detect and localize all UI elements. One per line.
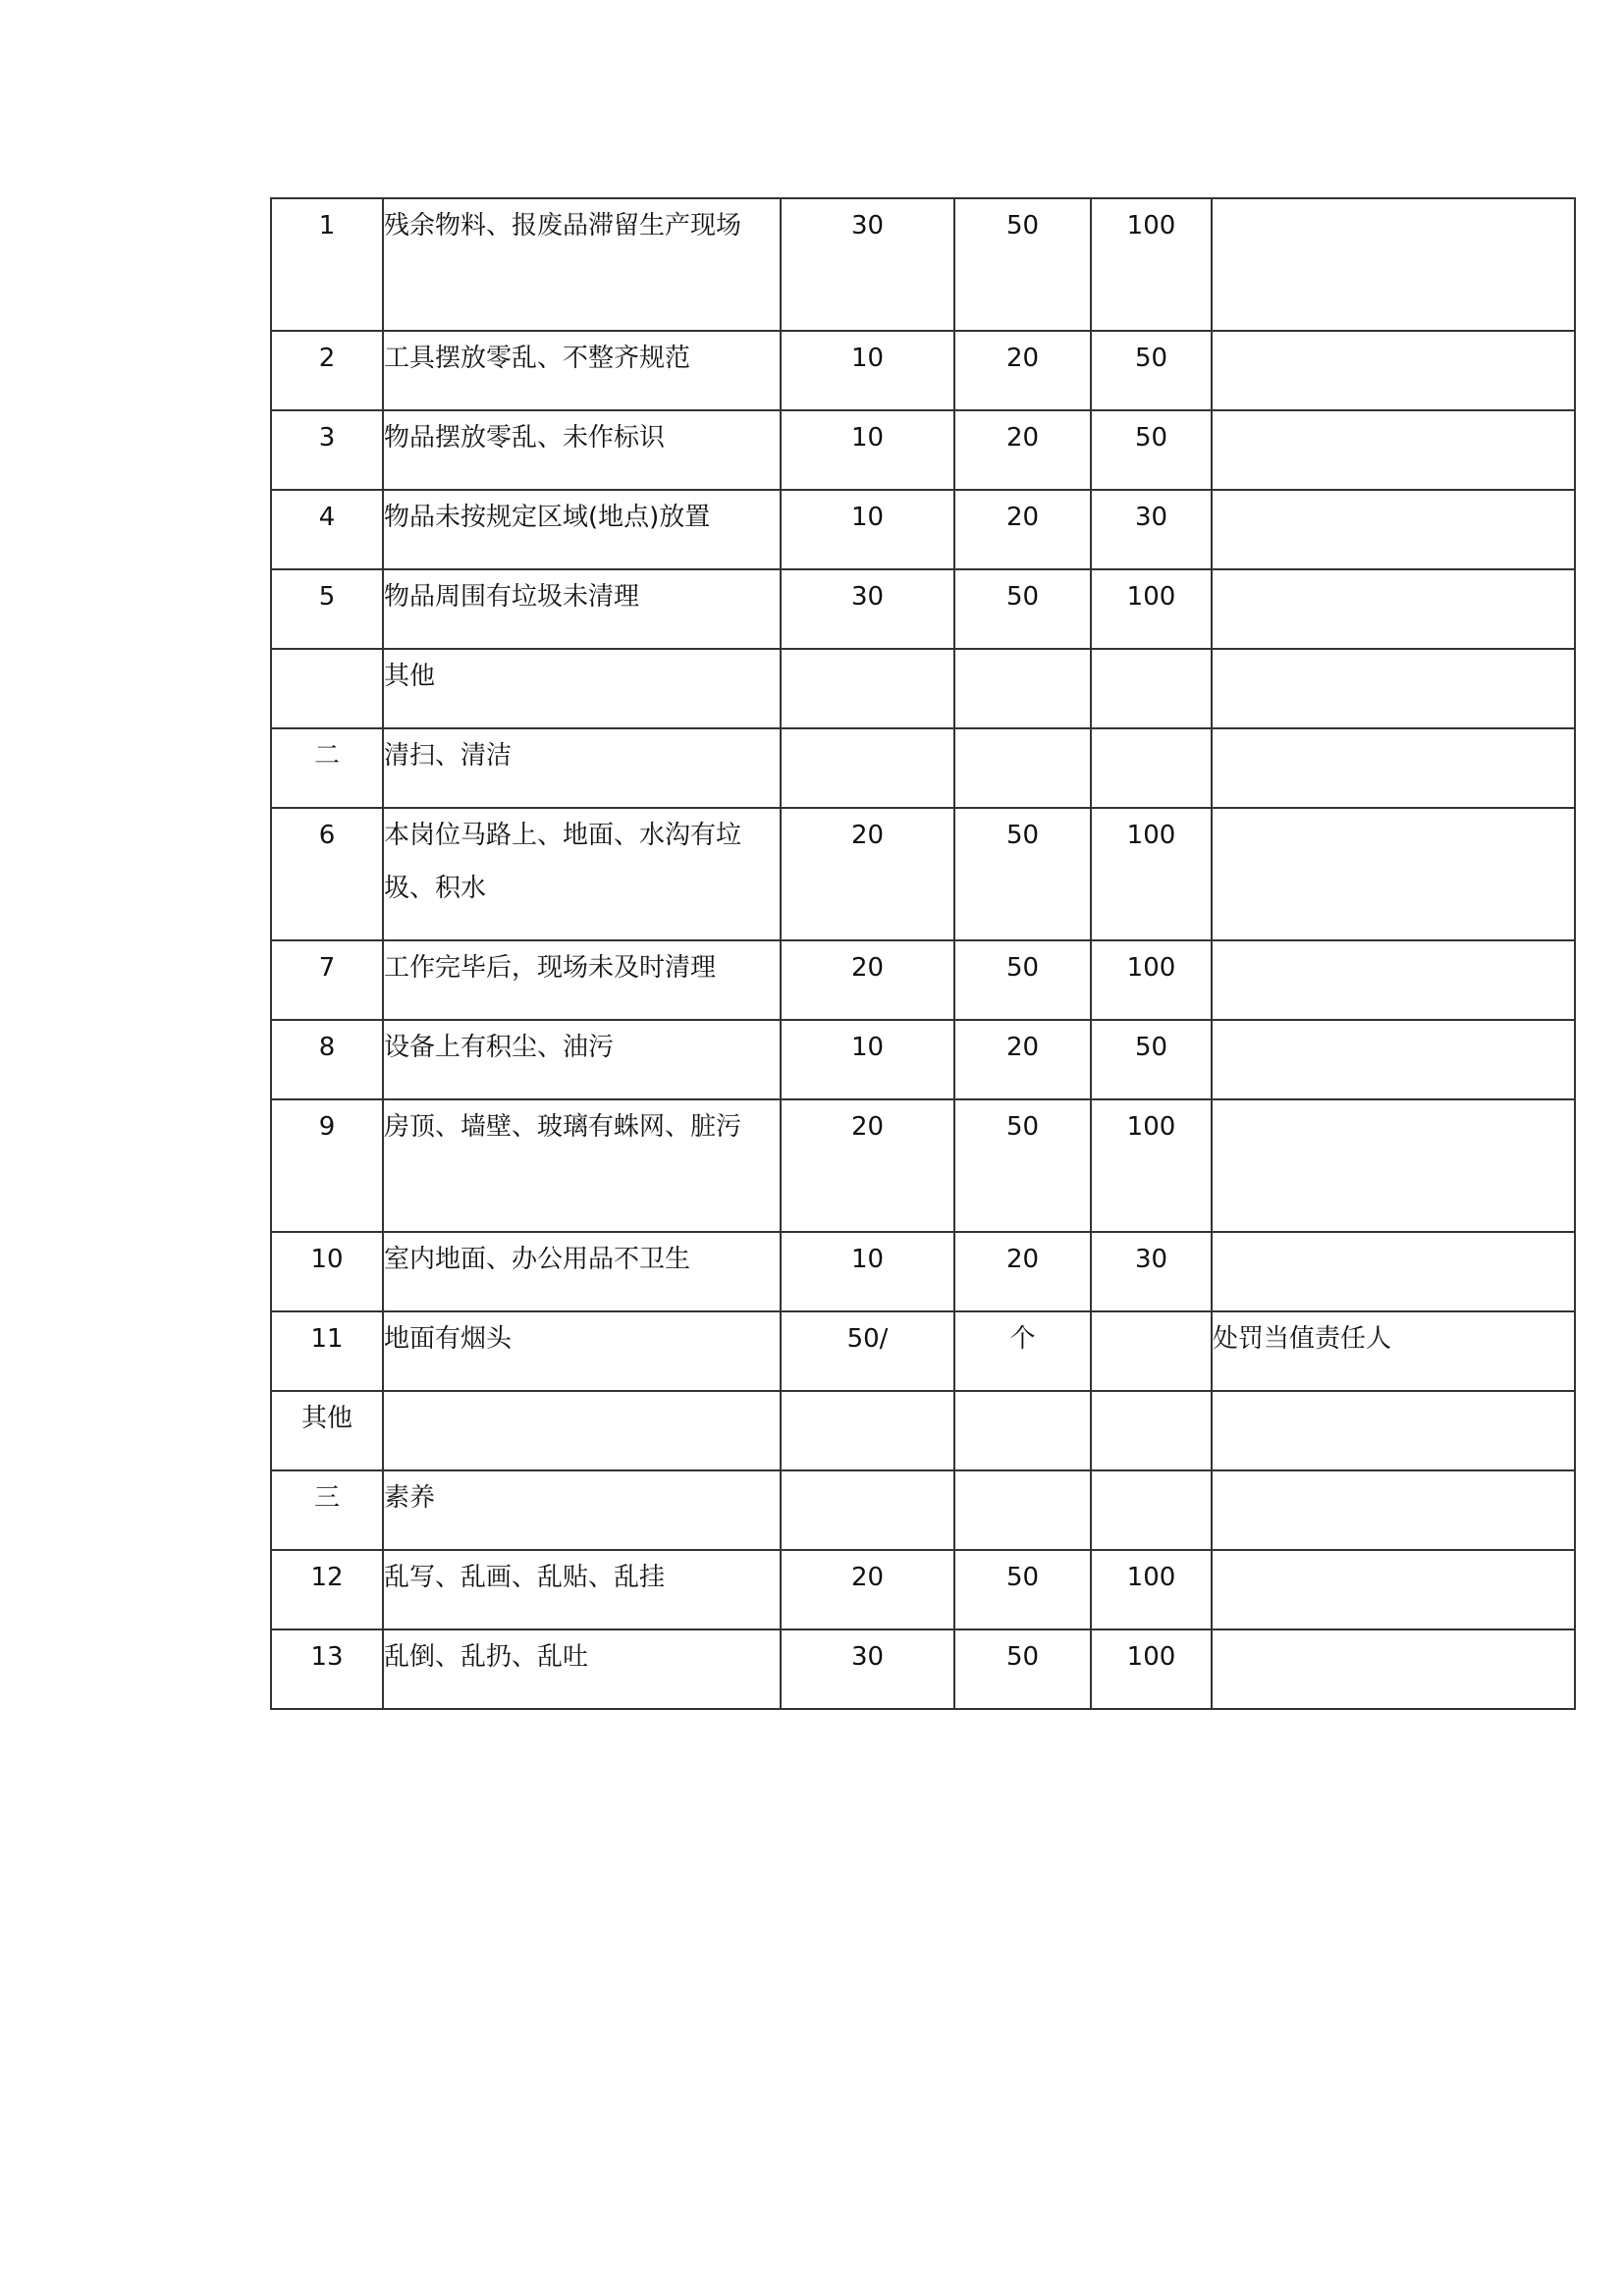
remark-cell xyxy=(1212,198,1575,331)
row-number-cell: 9 xyxy=(271,1099,383,1232)
penalty-second-cell: 50 xyxy=(954,940,1091,1020)
row-number-cell xyxy=(271,649,383,728)
description-cell: 室内地面、办公用品不卫生 xyxy=(383,1232,781,1311)
remark-cell xyxy=(1212,410,1575,490)
remark-cell xyxy=(1212,490,1575,569)
penalty-second-cell: 20 xyxy=(954,1020,1091,1099)
remark-cell xyxy=(1212,1550,1575,1629)
penalty-second-cell xyxy=(954,1391,1091,1470)
penalty-third-cell: 50 xyxy=(1091,410,1212,490)
description-cell: 乱倒、乱扔、乱吐 xyxy=(383,1629,781,1709)
row-number-cell: 5 xyxy=(271,569,383,649)
penalty-second-cell: 个 xyxy=(954,1311,1091,1391)
table-body xyxy=(271,198,1575,1709)
penalty-first-cell: 30 xyxy=(781,569,954,649)
table-row xyxy=(271,1020,1575,1099)
penalty-third-cell: 50 xyxy=(1091,1020,1212,1099)
row-number-cell: 3 xyxy=(271,410,383,490)
penalty-first-cell: 30 xyxy=(781,198,954,331)
table-row xyxy=(271,1550,1575,1629)
penalty-first-cell: 10 xyxy=(781,410,954,490)
penalty-second-cell: 50 xyxy=(954,808,1091,940)
penalty-third-cell: 30 xyxy=(1091,490,1212,569)
penalty-first-cell xyxy=(781,1391,954,1470)
table-row xyxy=(271,1099,1575,1232)
penalty-first-cell xyxy=(781,649,954,728)
description-cell xyxy=(383,1391,781,1470)
row-number-cell: 三 xyxy=(271,1470,383,1550)
row-number-cell: 2 xyxy=(271,331,383,410)
penalty-first-cell: 30 xyxy=(781,1629,954,1709)
row-number-cell: 11 xyxy=(271,1311,383,1391)
penalty-second-cell: 20 xyxy=(954,1232,1091,1311)
description-cell: 物品未按规定区域(地点)放置 xyxy=(383,490,781,569)
table-row xyxy=(271,808,1575,940)
description-cell: 工作完毕后，现场未及时清理 xyxy=(383,940,781,1020)
penalty-first-cell: 20 xyxy=(781,940,954,1020)
description-cell: 物品周围有垃圾未清理 xyxy=(383,569,781,649)
table-row xyxy=(271,1470,1575,1550)
table-row xyxy=(271,490,1575,569)
remark-cell xyxy=(1212,1020,1575,1099)
penalty-second-cell: 50 xyxy=(954,1550,1091,1629)
penalty-second-cell: 50 xyxy=(954,1629,1091,1709)
description-cell: 物品摆放零乱、未作标识 xyxy=(383,410,781,490)
penalty-first-cell xyxy=(781,1470,954,1550)
penalty-table xyxy=(270,197,1576,1710)
remark-cell xyxy=(1212,1629,1575,1709)
penalty-first-cell: 20 xyxy=(781,808,954,940)
remark-cell xyxy=(1212,1391,1575,1470)
description-cell: 本岗位马路上、地面、水沟有垃圾、积水 xyxy=(383,808,781,940)
penalty-second-cell: 50 xyxy=(954,569,1091,649)
remark-cell xyxy=(1212,1232,1575,1311)
table-row xyxy=(271,1232,1575,1311)
penalty-third-cell: 30 xyxy=(1091,1232,1212,1311)
penalty-third-cell: 100 xyxy=(1091,569,1212,649)
row-number-cell: 8 xyxy=(271,1020,383,1099)
penalty-first-cell: 10 xyxy=(781,490,954,569)
description-cell: 乱写、乱画、乱贴、乱挂 xyxy=(383,1550,781,1629)
remark-cell xyxy=(1212,728,1575,808)
row-number-cell: 1 xyxy=(271,198,383,331)
penalty-third-cell: 100 xyxy=(1091,1629,1212,1709)
penalty-second-cell xyxy=(954,649,1091,728)
remark-cell xyxy=(1212,649,1575,728)
table-row xyxy=(271,1311,1575,1391)
table-row xyxy=(271,410,1575,490)
row-number-cell: 6 xyxy=(271,808,383,940)
penalty-second-cell xyxy=(954,728,1091,808)
penalty-third-cell: 100 xyxy=(1091,808,1212,940)
penalty-second-cell xyxy=(954,1470,1091,1550)
remark-cell xyxy=(1212,1099,1575,1232)
row-number-cell: 13 xyxy=(271,1629,383,1709)
remark-cell xyxy=(1212,1470,1575,1550)
penalty-first-cell: 20 xyxy=(781,1099,954,1232)
penalty-third-cell: 50 xyxy=(1091,331,1212,410)
remark-cell: 处罚当值责任人 xyxy=(1212,1311,1575,1391)
table-row xyxy=(271,331,1575,410)
penalty-third-cell: 100 xyxy=(1091,1099,1212,1232)
penalty-third-cell: 100 xyxy=(1091,1550,1212,1629)
row-number-cell: 12 xyxy=(271,1550,383,1629)
table-row xyxy=(271,728,1575,808)
penalty-first-cell xyxy=(781,728,954,808)
description-cell: 其他 xyxy=(383,649,781,728)
description-cell: 素养 xyxy=(383,1470,781,1550)
penalty-second-cell: 20 xyxy=(954,490,1091,569)
penalty-first-cell: 20 xyxy=(781,1550,954,1629)
table-row xyxy=(271,1629,1575,1709)
row-number-cell: 其他 xyxy=(271,1391,383,1470)
penalty-second-cell: 20 xyxy=(954,331,1091,410)
row-number-cell: 二 xyxy=(271,728,383,808)
row-number-cell: 7 xyxy=(271,940,383,1020)
penalty-second-cell: 50 xyxy=(954,198,1091,331)
penalty-second-cell: 50 xyxy=(954,1099,1091,1232)
table-row xyxy=(271,940,1575,1020)
remark-cell xyxy=(1212,569,1575,649)
penalty-first-cell: 10 xyxy=(781,1020,954,1099)
penalty-third-cell: 100 xyxy=(1091,198,1212,331)
row-number-cell: 10 xyxy=(271,1232,383,1311)
penalty-third-cell xyxy=(1091,1470,1212,1550)
description-cell: 房顶、墙壁、玻璃有蛛网、脏污 xyxy=(383,1099,781,1232)
description-cell: 清扫、清洁 xyxy=(383,728,781,808)
remark-cell xyxy=(1212,940,1575,1020)
penalty-third-cell xyxy=(1091,649,1212,728)
description-cell: 工具摆放零乱、不整齐规范 xyxy=(383,331,781,410)
penalty-second-cell: 20 xyxy=(954,410,1091,490)
description-cell: 设备上有积尘、油污 xyxy=(383,1020,781,1099)
table-row xyxy=(271,569,1575,649)
penalty-third-cell xyxy=(1091,1311,1212,1391)
penalty-first-cell: 10 xyxy=(781,1232,954,1311)
penalty-first-cell: 10 xyxy=(781,331,954,410)
table-row xyxy=(271,198,1575,331)
penalty-third-cell xyxy=(1091,728,1212,808)
penalty-first-cell: 50/ xyxy=(781,1311,954,1391)
description-cell: 地面有烟头 xyxy=(383,1311,781,1391)
description-cell: 残余物料、报废品滞留生产现场 xyxy=(383,198,781,331)
row-number-cell: 4 xyxy=(271,490,383,569)
penalty-third-cell: 100 xyxy=(1091,940,1212,1020)
remark-cell xyxy=(1212,808,1575,940)
table-row xyxy=(271,649,1575,728)
penalty-third-cell xyxy=(1091,1391,1212,1470)
remark-cell xyxy=(1212,331,1575,410)
table-row xyxy=(271,1391,1575,1470)
